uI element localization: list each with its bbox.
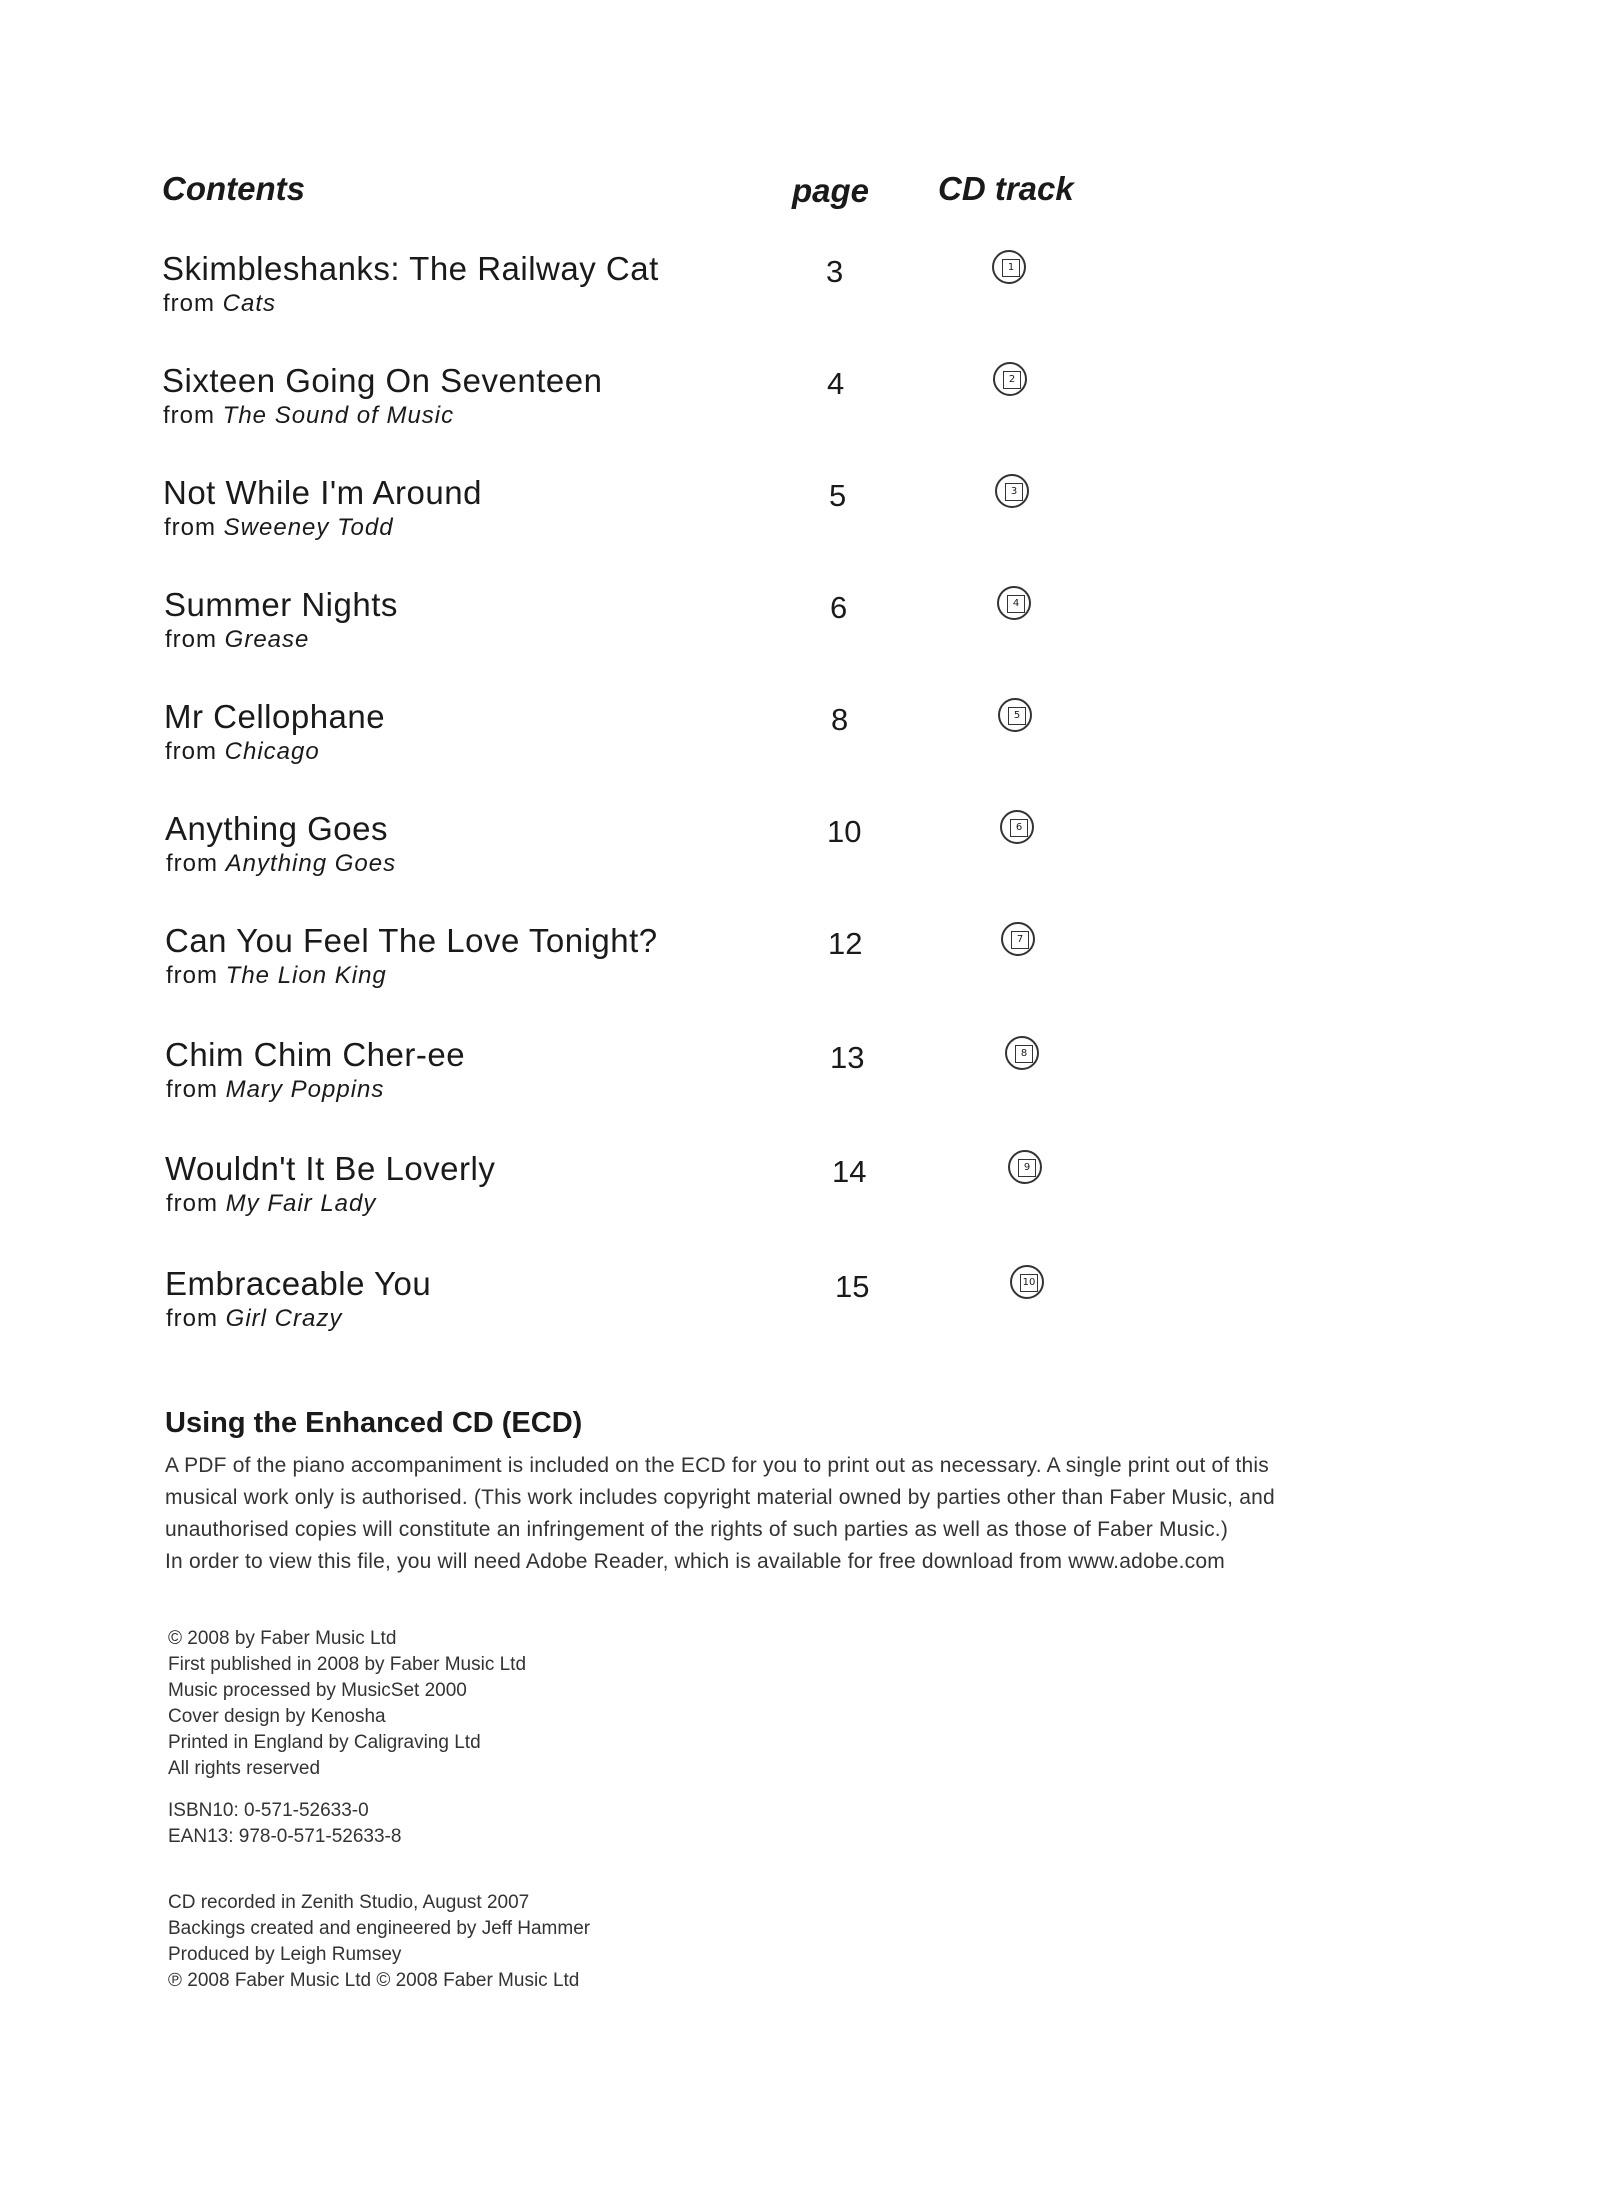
cd-track-number: 2: [1003, 371, 1021, 389]
page-number: 10: [827, 814, 862, 849]
song-title: Mr Cellophane: [164, 698, 386, 735]
cd-track-icon: [995, 474, 1035, 514]
contents-entry: [161, 474, 1141, 564]
song-source: [166, 1190, 376, 1218]
song-title: Anything Goes: [165, 810, 388, 847]
contents-header: [160, 162, 1160, 222]
contents-entry: [163, 810, 1143, 900]
cd-track-number: 10: [1020, 1274, 1038, 1292]
show-title: Cats: [222, 290, 277, 317]
page-number: 5: [829, 478, 847, 513]
show-title: The Sound of Music: [222, 402, 455, 429]
page-number: 12: [828, 926, 863, 961]
imprint-line: EAN13: 978-0-571-52633-8: [168, 1826, 402, 1847]
song-source: [165, 738, 320, 766]
cd-track-column-heading: CD track: [938, 170, 1074, 207]
show-title: Mary Poppins: [225, 1076, 385, 1103]
song-source: [166, 1305, 342, 1333]
cd-track-number: 4: [1007, 595, 1025, 613]
cd-track-icon: [1001, 922, 1041, 962]
cd-track-number: 3: [1005, 483, 1023, 501]
cd-track-icon: [1008, 1150, 1048, 1190]
page-number: 13: [830, 1040, 865, 1075]
from-prefix: from: [166, 962, 218, 989]
cd-track-number: 8: [1015, 1045, 1033, 1063]
cd-track-icon: [998, 698, 1038, 738]
ecd-body: [165, 1450, 1425, 1578]
cd-track-number: 1: [1002, 259, 1020, 277]
imprint-line: Produced by Leigh Rumsey: [168, 1944, 402, 1965]
show-title: Grease: [224, 626, 310, 653]
song-source: [166, 1076, 384, 1104]
imprint-line: ℗ 2008 Faber Music Ltd © 2008 Faber Music Ltd: [168, 1970, 580, 1991]
contents-entry: [160, 362, 1140, 452]
show-title: Anything Goes: [225, 850, 397, 877]
from-prefix: from: [166, 1305, 218, 1332]
from-prefix: from: [163, 290, 215, 317]
contents-entry: [163, 1265, 1143, 1355]
imprint-line: Music processed by MusicSet 2000: [168, 1680, 467, 1701]
from-prefix: from: [166, 1190, 218, 1217]
show-title: Girl Crazy: [225, 1305, 343, 1332]
from-prefix: from: [165, 738, 217, 765]
page-number: 6: [830, 590, 848, 625]
from-prefix: from: [163, 402, 215, 429]
imprint-line: ISBN10: 0-571-52633-0: [168, 1800, 369, 1821]
imprint-line: Cover design by Kenosha: [168, 1706, 386, 1727]
cd-track-icon: [1000, 810, 1040, 850]
page-column-heading: page: [792, 172, 870, 209]
song-source: [166, 850, 396, 878]
contents-entry: [163, 922, 1143, 1012]
song-source: [165, 626, 309, 654]
contents-entry: [162, 586, 1142, 676]
ecd-line: A PDF of the piano accompaniment is included on the ECD for you to print out as necessary. A single print out of this: [165, 1454, 1269, 1477]
imprint-line: © 2008 by Faber Music Ltd: [168, 1628, 397, 1649]
song-source: [163, 402, 454, 430]
contents-entry: [163, 1150, 1143, 1240]
from-prefix: from: [166, 850, 218, 877]
page-number: 15: [835, 1269, 870, 1304]
imprint-isbn: [168, 1798, 768, 1850]
cd-track-number: 7: [1011, 931, 1029, 949]
ecd-heading: Using the Enhanced CD (ECD): [165, 1407, 583, 1439]
cd-track-icon: [1005, 1036, 1045, 1076]
cd-track-icon: [993, 362, 1033, 402]
imprint-publishing: [168, 1626, 768, 1782]
song-title: Wouldn't It Be Loverly: [165, 1150, 496, 1187]
from-prefix: from: [164, 514, 216, 541]
imprint-line: Printed in England by Caligraving Ltd: [168, 1732, 481, 1753]
song-source: [163, 290, 276, 318]
imprint-line: CD recorded in Zenith Studio, August 2007: [168, 1892, 530, 1913]
song-title: Skimbleshanks: The Railway Cat: [162, 250, 659, 287]
contents-entry: [163, 1036, 1143, 1126]
imprint-cd-credits: [168, 1890, 768, 1994]
song-title: Sixteen Going On Seventeen: [162, 362, 603, 399]
ecd-line: musical work only is authorised. (This work includes copyright material owned by parties other than Faber Music, and: [165, 1486, 1275, 1509]
from-prefix: from: [165, 626, 217, 653]
imprint-line: First published in 2008 by Faber Music Ltd: [168, 1654, 527, 1675]
song-source: [164, 514, 394, 542]
page-number: 14: [832, 1154, 867, 1189]
cd-track-icon: [992, 250, 1032, 290]
song-title: Can You Feel The Love Tonight?: [165, 922, 658, 959]
song-title: Embraceable You: [165, 1265, 432, 1302]
show-title: The Lion King: [225, 962, 387, 989]
show-title: Chicago: [224, 738, 320, 765]
page-number: 8: [831, 702, 849, 737]
song-source: [166, 962, 387, 990]
imprint-line: All rights reserved: [168, 1758, 321, 1779]
song-title: Summer Nights: [164, 586, 398, 623]
ecd-line: In order to view this file, you will need Adobe Reader, which is available for free download from www.adobe.com: [165, 1550, 1225, 1573]
ecd-line: unauthorised copies will constitute an infringement of the rights of such parties as well as those of Faber Music.): [165, 1518, 1229, 1541]
contents-entry: [162, 698, 1142, 788]
page-number: 3: [826, 254, 844, 289]
show-title: My Fair Lady: [225, 1190, 377, 1217]
cd-track-number: 6: [1010, 819, 1028, 837]
show-title: Sweeney Todd: [223, 514, 394, 541]
cd-track-number: 9: [1018, 1159, 1036, 1177]
song-title: Not While I'm Around: [163, 474, 482, 511]
cd-track-icon: [997, 586, 1037, 626]
cd-track-icon: [1010, 1265, 1050, 1305]
cd-track-number: 5: [1008, 707, 1026, 725]
contents-entry: [160, 250, 1140, 340]
contents-heading: Contents: [162, 170, 305, 207]
ecd-section: [165, 1407, 1425, 1578]
from-prefix: from: [166, 1076, 218, 1103]
page-number: 4: [827, 366, 845, 401]
imprint-line: Backings created and engineered by Jeff Hammer: [168, 1918, 591, 1939]
song-title: Chim Chim Cher-ee: [165, 1036, 466, 1073]
